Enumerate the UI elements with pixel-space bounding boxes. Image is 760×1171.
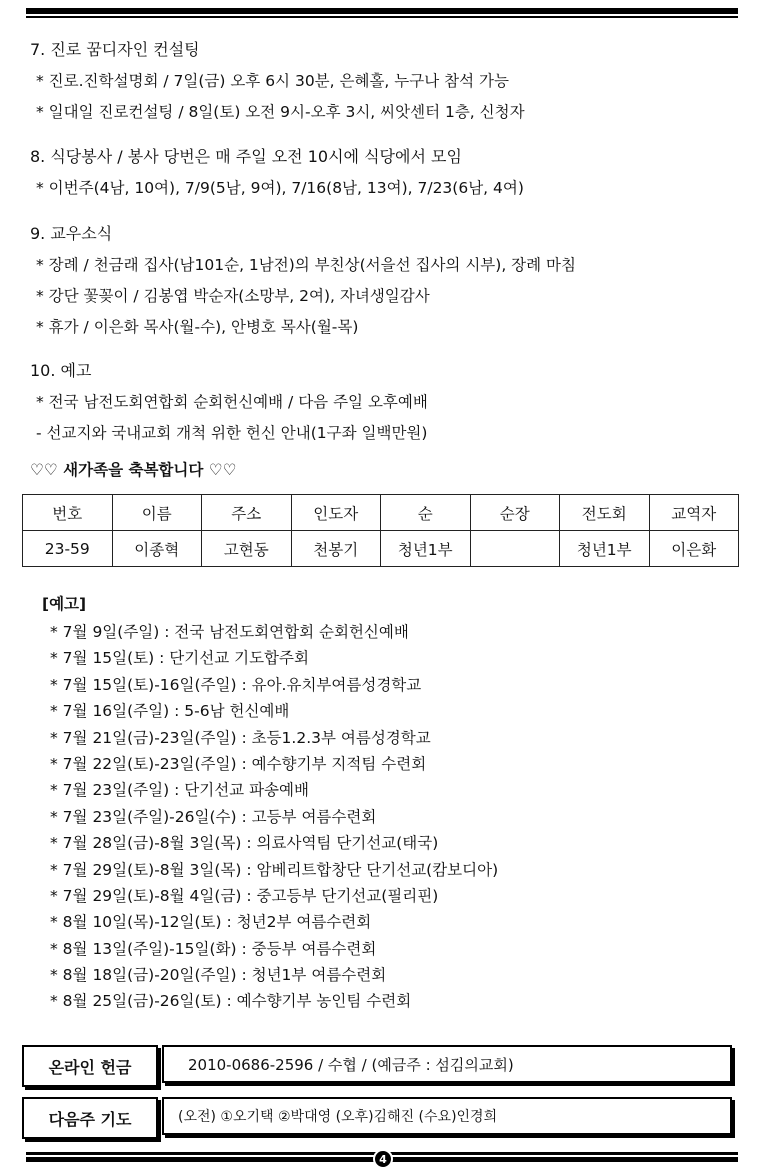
header-cell: 이름 <box>112 495 202 531</box>
header-cell: 인도자 <box>291 495 381 531</box>
list-item: * 7월 28일(금)-8월 3일(목) : 의료사역팀 단기선교(태국) <box>50 834 439 853</box>
list-item: * 7월 23일(주일)-26일(수) : 고등부 여름수련회 <box>50 807 377 826</box>
new-family-title: ♡♡ 새가족을 축복합니다 ♡♡ <box>30 461 237 479</box>
table-cell: 이종혁 <box>112 531 202 567</box>
list-item: * 7월 15일(토)-16일(주일) : 유아.유치부여름성경학교 <box>50 675 422 694</box>
section-cafeteria-service <box>30 147 740 198</box>
section-line: * 진로.진학설명회 / 7일(금) 오후 6시 30분, 은혜홀, 누구나 참석 가능 <box>36 72 509 90</box>
table-cell: 23-59 <box>23 531 113 567</box>
section-announcement <box>30 361 740 443</box>
section-line: * 휴가 / 이은화 목사(월-수), 안병호 목사(월-목) <box>36 318 359 336</box>
next-week-prayer-label: 다음주 기도 <box>22 1097 158 1139</box>
section-title: 9. 교우소식 <box>30 224 113 243</box>
list-item: * 7월 29일(토)-8월 3일(목) : 암베리트합창단 단기선교(캄보디아) <box>50 860 499 879</box>
table-cell: 천봉기 <box>291 531 381 567</box>
header-cell: 교역자 <box>649 495 739 531</box>
table-row <box>23 531 739 567</box>
section-line: * 강단 꽃꽂이 / 김봉엽 박순자(소망부, 2여), 자녀생일감사 <box>36 287 430 305</box>
list-item: * 7월 21일(금)-23일(주일) : 초등1.2.3부 여름성경학교 <box>50 728 431 747</box>
list-item: * 8월 25일(금)-26일(토) : 예수향기부 농인팀 수련회 <box>50 992 412 1011</box>
table-cell: 청년1부 <box>560 531 650 567</box>
section-line: * 이번주(4남, 10여), 7/9(5남, 9여), 7/16(8남, 13여), 7/23(6남, 4여) <box>36 179 524 197</box>
section-line: * 전국 남전도회연합회 순회헌신예배 / 다음 주일 오후예배 <box>36 393 428 411</box>
table-header-row <box>23 495 739 531</box>
header-cell: 순 <box>381 495 471 531</box>
list-item: * 8월 13일(주일)-15일(화) : 중등부 여름수련회 <box>50 939 377 958</box>
section-title: 7. 진로 꿈디자인 컨설팅 <box>30 40 200 59</box>
online-offering-box <box>22 1045 738 1087</box>
list-item: * 7월 23일(주일) : 단기선교 파송예배 <box>50 781 309 800</box>
section-career-consulting <box>30 40 740 122</box>
section-title: 8. 식당봉사 / 봉사 당번은 매 주일 오전 10시에 식당에서 모임 <box>30 147 462 166</box>
list-item: * 7월 15일(토) : 단기선교 기도합주회 <box>50 649 309 668</box>
section-member-news <box>30 224 740 337</box>
section-line: - 선교지와 국내교회 개척 위한 헌신 안내(1구좌 일백만원) <box>36 424 428 442</box>
header-cell: 순장 <box>470 495 560 531</box>
header-cell: 주소 <box>202 495 292 531</box>
list-item: * 7월 29일(토)-8월 4일(금) : 중고등부 단기선교(필리핀) <box>50 886 439 905</box>
list-item: * 7월 16일(주일) : 5-6남 헌신예배 <box>50 702 290 721</box>
header-cell: 전도회 <box>560 495 650 531</box>
schedule-list <box>50 622 498 1018</box>
table-cell: 이은화 <box>649 531 739 567</box>
list-item: * 7월 22일(토)-23일(주일) : 예수향기부 지적팀 수련회 <box>50 754 427 773</box>
section-line: * 일대일 진로컨설팅 / 8일(토) 오전 9시-오후 3시, 씨앗센터 1층, 신청자 <box>36 103 525 121</box>
new-family-table <box>22 494 739 567</box>
online-offering-account: 2010-0686-2596 / 수협 / (예금주 : 섬김의교회) <box>162 1045 732 1083</box>
list-item: * 8월 10일(목)-12일(토) : 청년2부 여름수련회 <box>50 913 372 932</box>
top-rule <box>26 8 738 14</box>
section-line: * 장례 / 천금래 집사(남101순, 1남전)의 부친상(서을선 집사의 시부), 장례 마침 <box>36 256 577 274</box>
top-rule-thin <box>26 16 738 18</box>
schedule-title: [예고] <box>42 595 87 613</box>
header-cell: 번호 <box>23 495 113 531</box>
table-cell: 고현동 <box>202 531 292 567</box>
next-week-prayer-names: (오전) ①오기택 ②박대영 (오후)김해진 (수요)인경희 <box>162 1097 732 1135</box>
next-week-prayer-box <box>22 1097 738 1139</box>
list-item: * 7월 9일(주일) : 전국 남전도회연합회 순회헌신예배 <box>50 623 409 641</box>
table-cell <box>470 531 560 567</box>
table-cell: 청년1부 <box>381 531 471 567</box>
online-offering-label: 온라인 헌금 <box>22 1045 158 1087</box>
page-number: 4 <box>373 1149 393 1169</box>
list-item: * 8월 18일(금)-20일(주일) : 청년1부 여름수련회 <box>50 966 387 985</box>
section-title: 10. 예고 <box>30 361 92 380</box>
